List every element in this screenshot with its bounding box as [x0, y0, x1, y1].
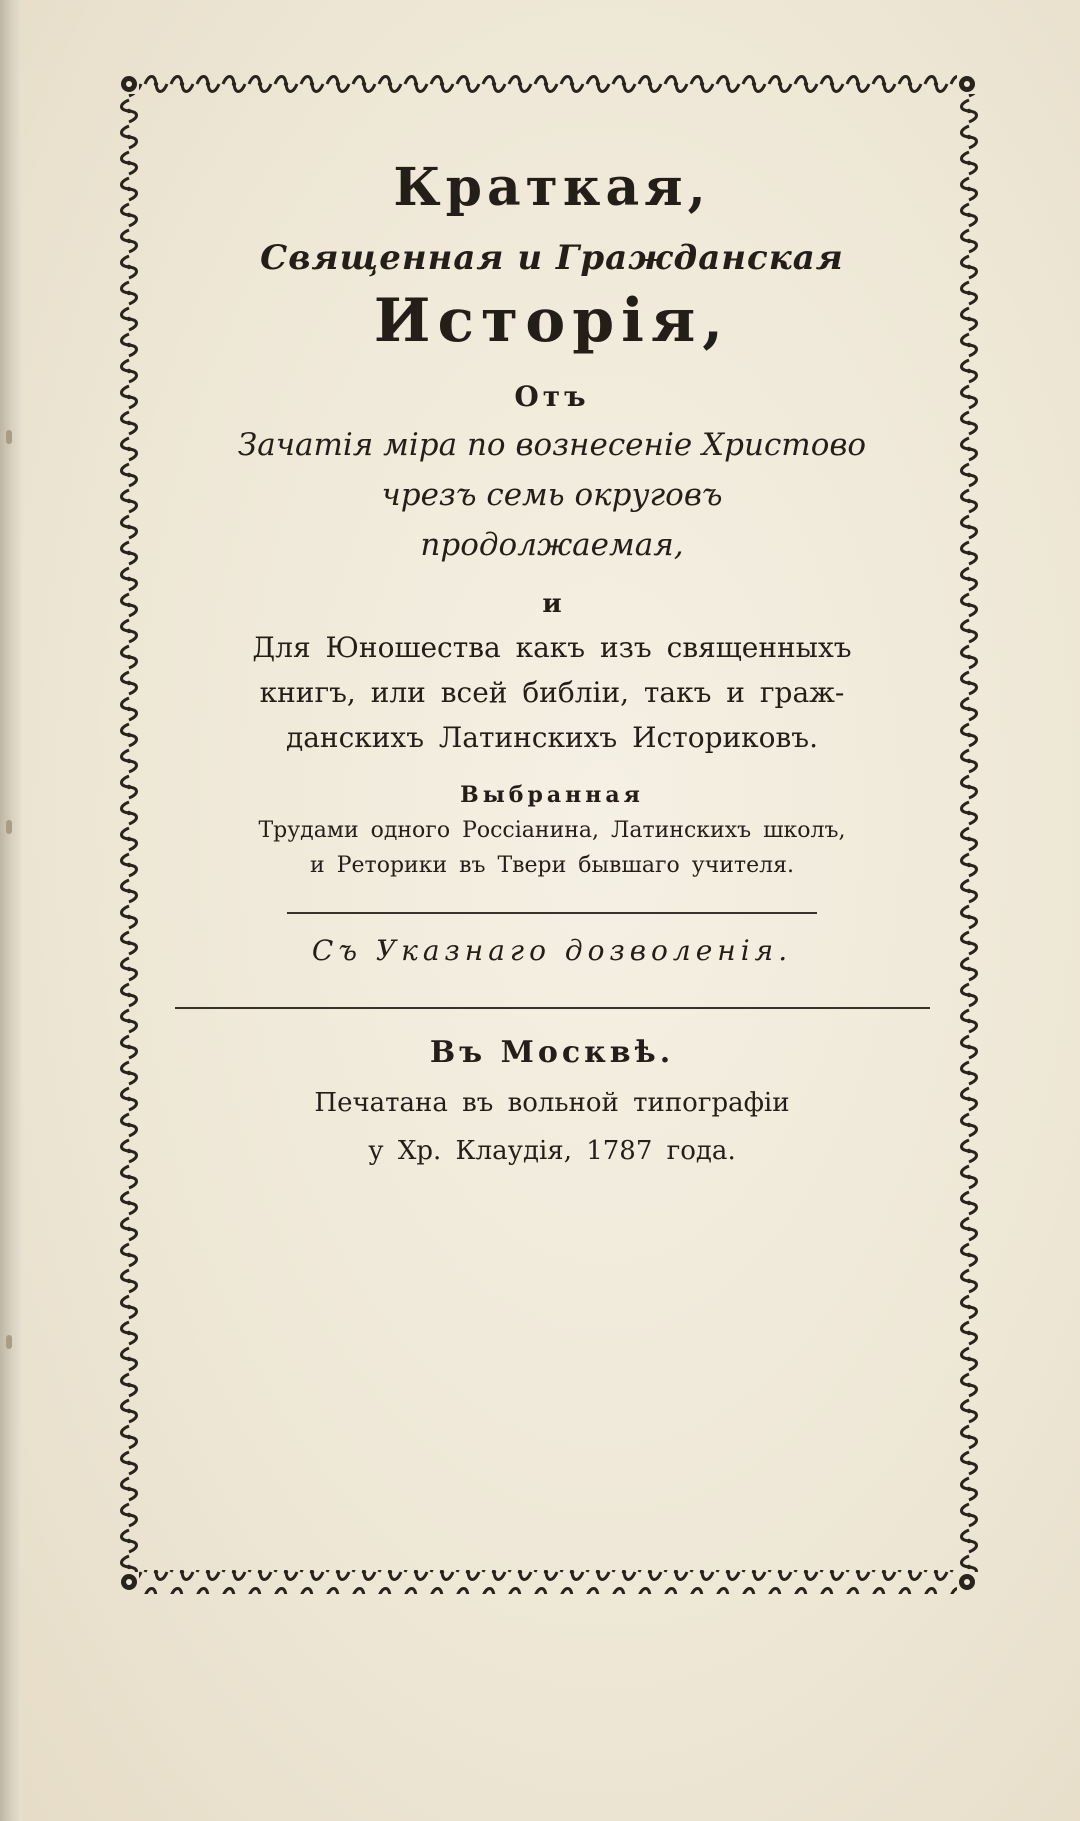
title-line-2: Священная и Гражданская [260, 238, 844, 278]
description-line-1: Зачатія міра по вознесеніе Христово [237, 427, 867, 463]
title-page [22, 0, 1080, 1821]
author-line-1: Трудами одного Россіанина, Латинскихъ школъ, [258, 818, 846, 843]
from-word: Отъ [514, 380, 590, 413]
title-text-block [157, 145, 947, 1166]
binding-mark [6, 820, 12, 834]
divider-long [175, 1007, 930, 1009]
conjunction-and: и [542, 589, 562, 619]
title-line-3: Исторія, [373, 286, 731, 356]
permission-line: Съ Указнаго дозволенія. [311, 934, 793, 967]
printer-line-2: у Хр. Клаудія, 1787 года. [368, 1136, 736, 1166]
printer-line-1: Печатана въ вольной типографіи [314, 1088, 790, 1118]
binding-mark [6, 1335, 12, 1349]
border-top [139, 72, 957, 96]
selected-heading: Выбранная [460, 782, 644, 808]
youth-line-2: книгъ, или всей библіи, такъ и граж- [259, 676, 845, 709]
border-bottom [139, 1570, 957, 1594]
description-line-2: чрезъ семь округовъ [381, 477, 723, 513]
binding-mark [6, 430, 12, 444]
divider-short [287, 912, 817, 914]
border-right [955, 94, 979, 1572]
author-line-2: и Реторики въ Твери бывшаго учителя. [310, 853, 794, 878]
description-line-3: продолжаемая, [420, 527, 684, 563]
youth-line-1: Для Юношества какъ изъ священныхъ [252, 631, 852, 664]
book-spine-edge [0, 0, 22, 1821]
border-left [117, 94, 141, 1572]
youth-line-3: данскихъ Латинскихъ Историковъ. [285, 721, 819, 754]
title-line-1: Краткая, [393, 157, 711, 218]
imprint-city: Въ Москвѣ. [429, 1035, 675, 1070]
